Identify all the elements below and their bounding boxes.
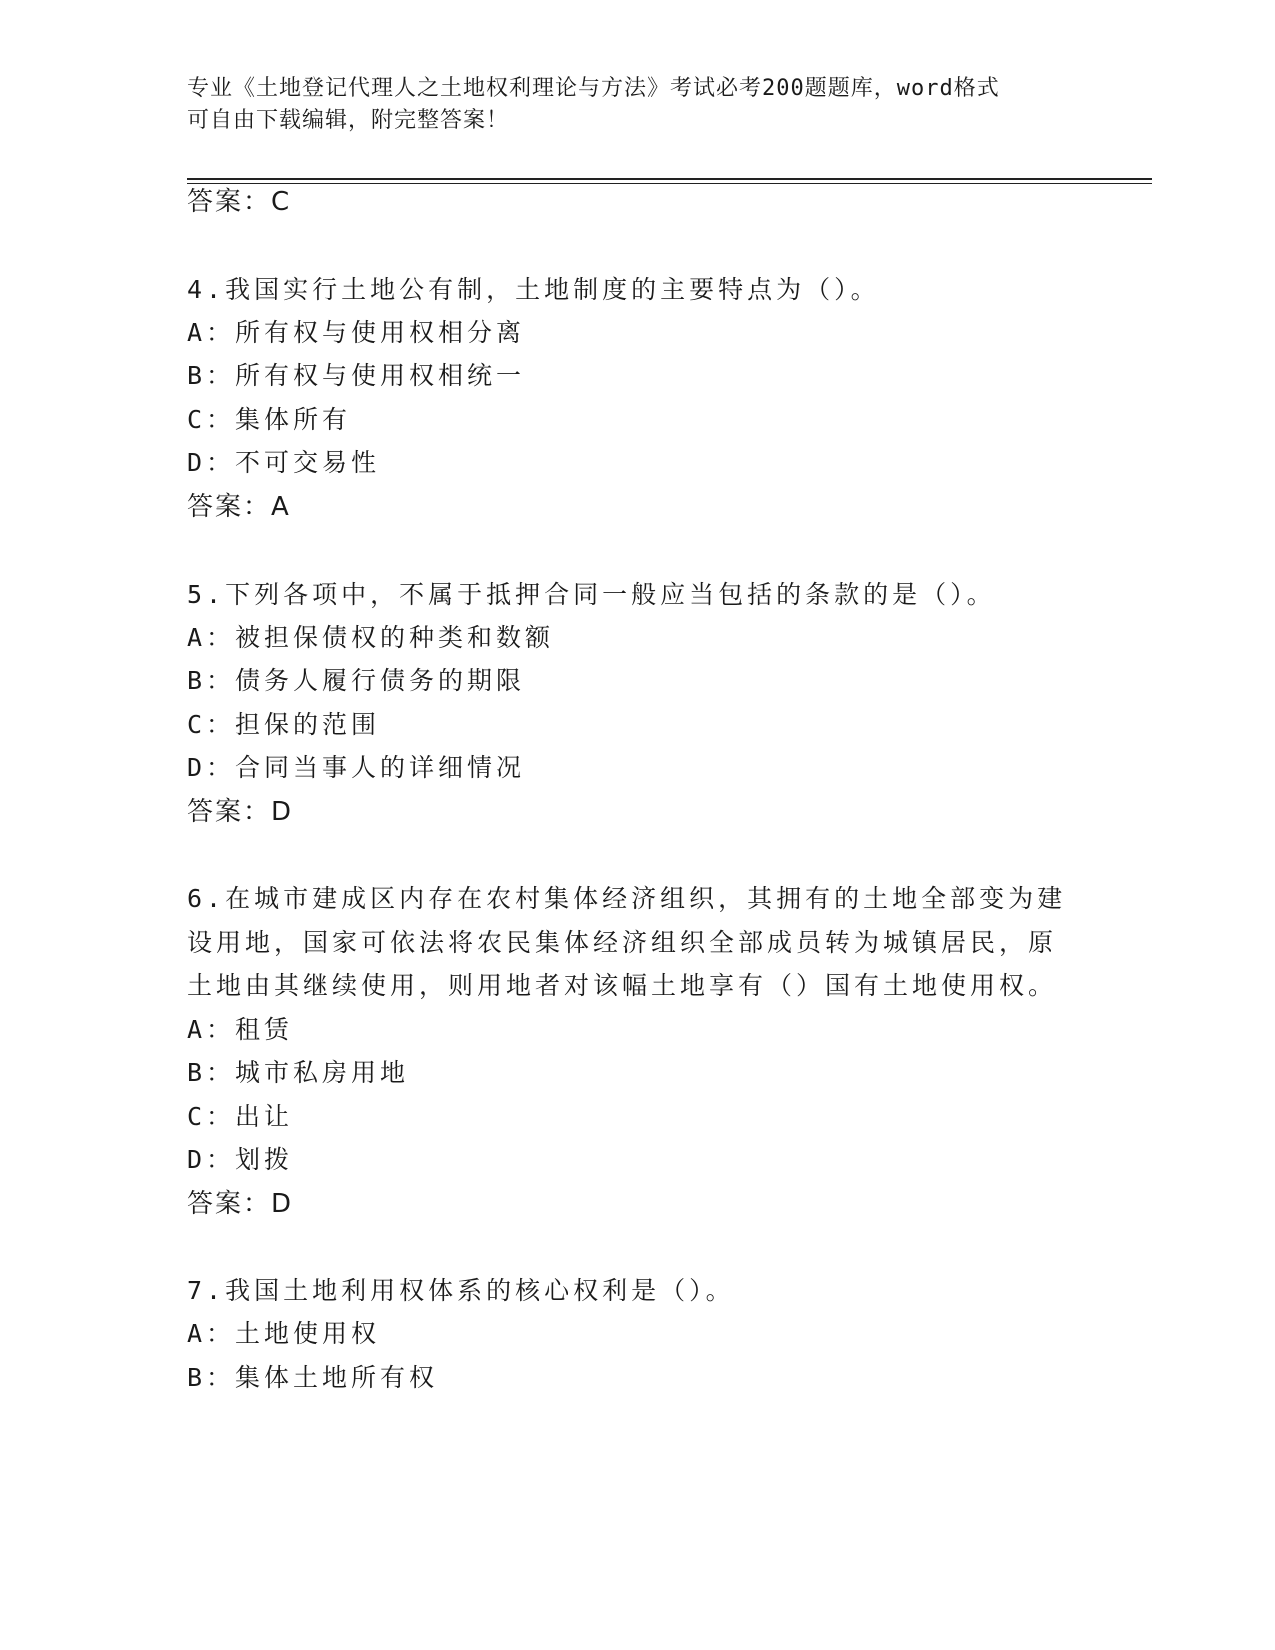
document-header bbox=[187, 73, 1087, 137]
question-4: 4.我国实行土地公有制，土地制度的主要特点为（）。 bbox=[187, 275, 880, 304]
option-b: B：所有权与使用权相统一 bbox=[187, 361, 526, 390]
question-6-line-3: 土地由其继续使用，则用地者对该幅土地享有（）国有土地使用权。 bbox=[187, 971, 1058, 1000]
question-5: 5.下列各项中，不属于抵押合同一般应当包括的条款的是（）。 bbox=[187, 580, 996, 609]
option-c: C：出让 bbox=[187, 1102, 294, 1131]
option-c: C：担保的范围 bbox=[187, 710, 381, 739]
option-d: D：划拨 bbox=[187, 1145, 294, 1174]
option-a: A：土地使用权 bbox=[187, 1319, 381, 1348]
question-6-line-2: 设用地，国家可依法将农民集体经济组织全部成员转为城镇居民，原 bbox=[187, 928, 1058, 957]
header-line-2: 可自由下载编辑，附完整答案！ bbox=[187, 108, 510, 133]
option-a: A：租赁 bbox=[187, 1015, 294, 1044]
option-b: B：债务人履行债务的期限 bbox=[187, 666, 526, 695]
option-b: B：城市私房用地 bbox=[187, 1058, 410, 1087]
header-divider-thick bbox=[187, 178, 1152, 180]
option-a: A：被担保债权的种类和数额 bbox=[187, 623, 555, 652]
option-c: C：集体所有 bbox=[187, 405, 352, 434]
answer-prev: 答案：C bbox=[187, 187, 292, 217]
option-b: B：集体土地所有权 bbox=[187, 1363, 439, 1392]
option-d: D：不可交易性 bbox=[187, 448, 381, 477]
answer-6: 答案：D bbox=[187, 1189, 294, 1219]
question-7: 7.我国土地利用权体系的核心权利是（）。 bbox=[187, 1276, 735, 1305]
header-line-1: 专业《土地登记代理人之土地权利理论与方法》考试必考200题题库，word格式 bbox=[187, 76, 1000, 101]
answer-5: 答案：D bbox=[187, 797, 294, 827]
answer-4: 答案：A bbox=[187, 492, 291, 522]
question-6-line-1: 6.在城市建成区内存在农村集体经济组织，其拥有的土地全部变为建 bbox=[187, 884, 1067, 913]
option-a: A：所有权与使用权相分离 bbox=[187, 318, 526, 347]
option-d: D：合同当事人的详细情况 bbox=[187, 753, 526, 782]
header-divider-thin bbox=[187, 183, 1152, 184]
